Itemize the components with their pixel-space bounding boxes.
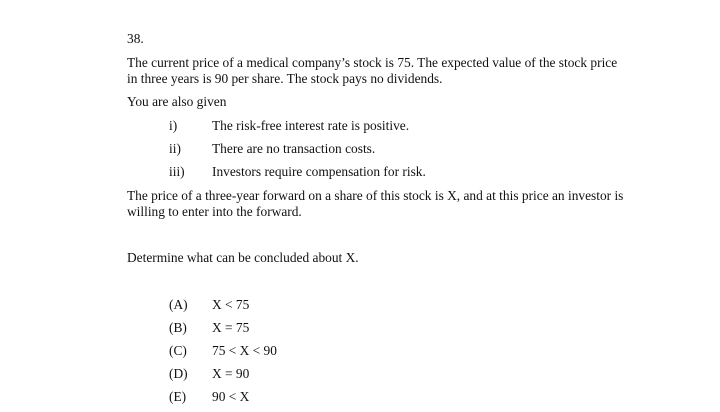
choice-label: (D) [169,366,188,381]
question-intro: The current price of a medical company’s stock is 75. The expected value of the stock price in three years is 90 per share. The stock pays no dividends. [127,55,618,86]
condition-label: i) [169,118,178,133]
choice-text: 90 < X [212,389,250,404]
forward-paragraph: The price of a three-year forward on a share of this stock is X, and at this price an investor is willing to enter into the forward. [127,188,624,219]
choice-text: X = 75 [212,320,250,335]
given-intro: You are also given [127,94,227,109]
condition-text: Investors require compensation for risk. [212,164,426,179]
question-prompt: Determine what can be concluded about X. [127,250,359,265]
condition-label: ii) [169,141,181,156]
choice-text: X < 75 [212,297,250,312]
question-number: 38. [127,31,144,46]
choice-label: (B) [169,320,187,335]
choice-label: (C) [169,343,187,358]
choice-text: 75 < X < 90 [212,343,277,358]
condition-text: The risk-free interest rate is positive. [212,118,410,133]
choice-label: (A) [169,297,188,312]
condition-text: There are no transaction costs. [212,141,376,156]
choice-label: (E) [169,389,187,404]
choice-text: X = 90 [212,366,250,381]
condition-label: iii) [169,164,185,179]
